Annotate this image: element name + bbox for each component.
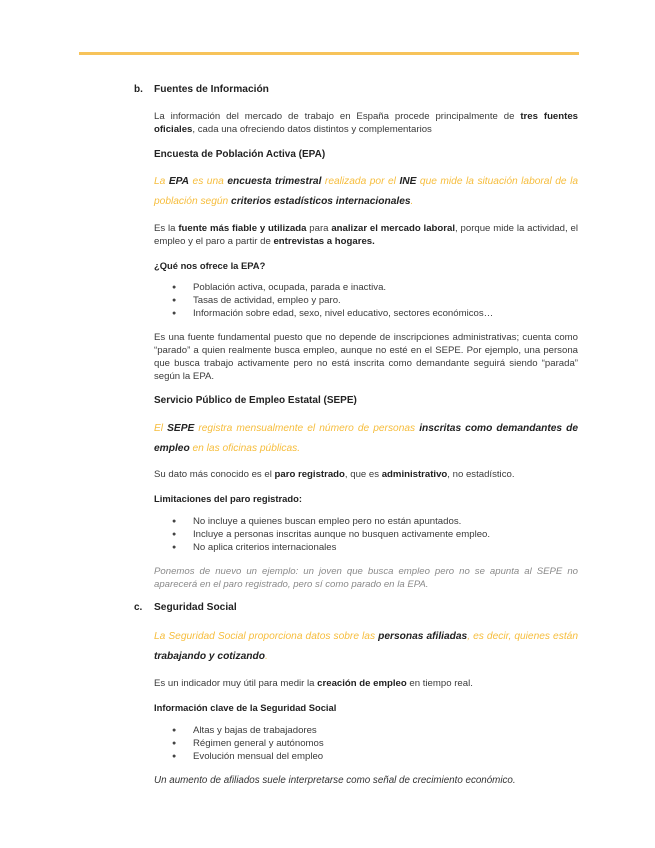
list-item: ● Tasas de actividad, empleo y paro.: [154, 295, 578, 308]
list-item: ● Altas y bajas de trabajadores: [154, 725, 578, 738]
seguridad-social-closing: Un aumento de afiliados suele interpretarse como señal de crecimiento económico.: [154, 775, 516, 786]
sepe-example: Ponemos de nuevo un ejemplo: un joven que busca empleo pero no se apunta al SEPE no aparecerá en el paro registrado, pero sí como parado en la EPA.: [154, 566, 578, 590]
sepe-highlight: El SEPE registra mensualmente el número de personas inscritas como demandantes de empleo en las oficinas públicas.: [154, 423, 578, 454]
seguridad-social-paragraph: Es un indicador muy útil para medir la creación de empleo en tiempo real.: [154, 678, 473, 689]
section-c-title: Seguridad Social: [154, 602, 237, 613]
list-item: ● Régimen general y autónomos: [154, 738, 578, 751]
sepe-bullet-list: [154, 516, 578, 554]
list-item: ● No incluye a quienes buscan empleo pero no están apuntados.: [154, 516, 578, 529]
list-item: ● Evolución mensual del empleo: [154, 751, 578, 764]
epa-highlight: La EPA es una encuesta trimestral realizada por el INE que mide la situación laboral de la población según criterios estadísticos internacionales.: [154, 176, 578, 207]
sepe-paragraph: Su dato más conocido es el paro registrado, que es administrativo, no estadístico.: [154, 469, 515, 480]
list-item: ● Población activa, ocupada, parada e inactiva.: [154, 282, 578, 295]
top-accent-rule: [79, 52, 579, 55]
epa-subheading: ¿Qué nos ofrece la EPA?: [154, 260, 266, 271]
list-item: ● No aplica criterios internacionales: [154, 542, 578, 555]
section-b-intro: La información del mercado de trabajo en España procede principalmente de tres fuentes oficiales, cada una ofreciendo datos distintos y complementarios: [154, 111, 578, 135]
sepe-heading: Servicio Público de Empleo Estatal (SEPE): [154, 395, 357, 406]
seguridad-social-subheading: Información clave de la Seguridad Social: [154, 702, 337, 713]
epa-bullet-list: [154, 282, 578, 320]
list-item: ● Incluye a personas inscritas aunque no busquen activamente empleo.: [154, 529, 578, 542]
epa-paragraph: Es la fuente más fiable y utilizada para analizar el mercado laboral, porque mide la actividad, el empleo y el paro a partir de entrevistas a hogares.: [154, 223, 578, 247]
epa-note: Es una fuente fundamental puesto que no depende de inscripciones administrativas; cuenta como “parado” a quien realmente busca empleo, aunque no esté en el SEPE. Por ejemplo, una persona que busca trabajo activamente pero no está inscrita como demandante seguirá siendo “parada” según la EPA.: [154, 332, 578, 382]
seguridad-social-bullet-list: [154, 725, 578, 763]
section-b-letter: b.: [134, 84, 143, 95]
list-item: ● Información sobre edad, sexo, nivel educativo, sectores económicos…: [154, 308, 578, 321]
section-c-letter: c.: [134, 602, 143, 613]
section-b-title: Fuentes de Información: [154, 84, 269, 95]
sepe-subheading: Limitaciones del paro registrado:: [154, 493, 302, 504]
epa-heading: Encuesta de Población Activa (EPA): [154, 149, 326, 160]
seguridad-social-highlight: La Seguridad Social proporciona datos sobre las personas afiliadas, es decir, quienes están trabajando y cotizando.: [154, 631, 578, 662]
